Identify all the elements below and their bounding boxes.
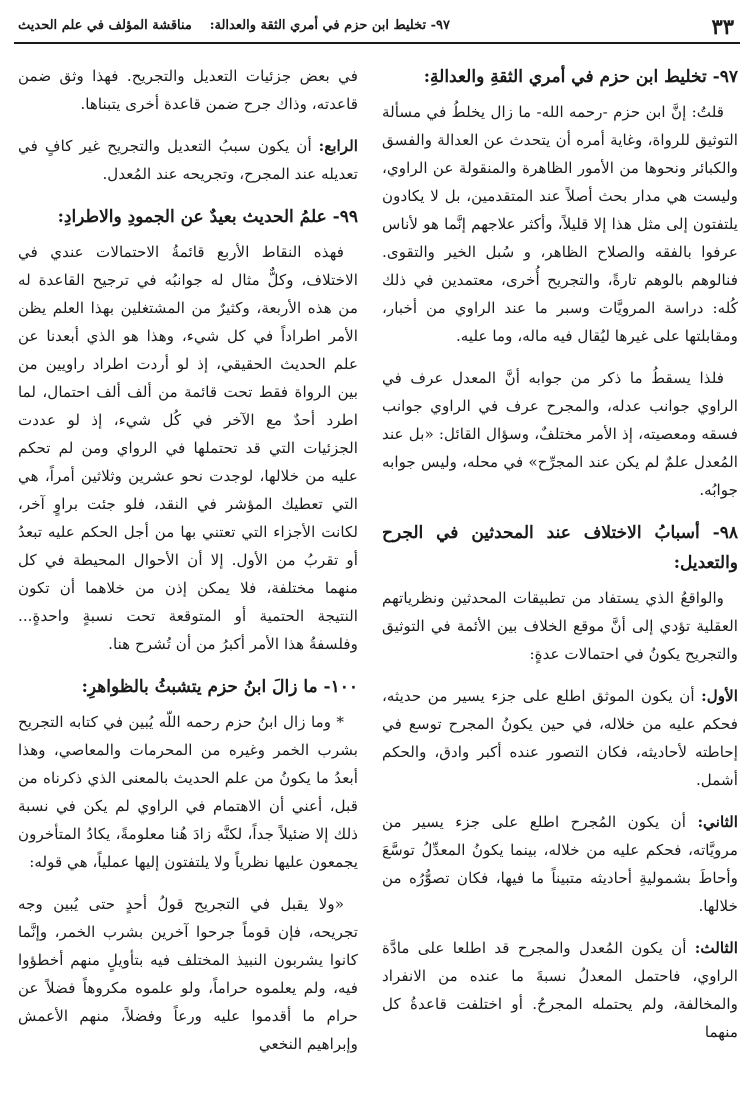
right-column — [382, 62, 738, 1096]
paragraph: * وما زال ابنُ حزم رحمه اللّه يُبين في كتابه التجريح بشرب الخمر وغيره من المحرمات والمعاصي، وهذا أبعدُ ما يكونُ من علم الحديث بالمعنى الذي ذكرناه من قبل، أعني أن الاهتمام في الراوي لم يكن في نسبة ذلك إلا ضئيلاً جداً، لكنَّه زادَ هُنا معلومةً، يكادُ المتأخرون يجمعون عليها نظرياً ولا يلتفتون إليها عملياً، هي قوله: — [18, 713, 358, 871]
reason-text: أن يكون الموثق اطلع على جزء يسير من حديثه، فحكم عليه من خلاله، في حين يكونُ المجرح توسع في إحاطته لأحاديثه، فكان التصور عنده أكبر وادق، والحكم أشمل. — [382, 687, 738, 789]
paragraph: في بعض جزئيات التعديل والتجريح. فهذا وثق ضمن قاعدته، وذاك جرح ضمن قاعدة أخرى يتبناها. — [18, 67, 358, 113]
reason-text: أن يكون المُجرح اطلع على جزء يسير من مرويَّاته، فحكم عليه من خلاله، بينما يكونُ المعدِّلُ توسَّعَ وأحاطَ بشموليةِ أحاديثه متبيناً ما فيها، فكان تصوُّرُه من خلالها. — [382, 813, 738, 915]
heading-97: ٩٧- تخليط ابن حزم في أمري الثقةِ والعدالةِ: — [423, 67, 738, 87]
paragraph-third-reason — [382, 934, 738, 1046]
left-column — [18, 62, 358, 1096]
reason-label: الثالث: — [694, 939, 738, 957]
paragraph: والواقعُ الذي يستفاد من تطبيقات المحدثين ونظرياتهم العقلية تؤدي إلى أنَّ موقع الخلاف بين الأئمة في التوثيق والتجريح يكونُ في احتمالات عدةٍ: — [382, 589, 738, 663]
heading-100: ١٠٠- ما زالَ ابنُ حزم يتشبثُ بالظواهرِ: — [81, 677, 358, 697]
paragraph: قلتُ: إنَّ ابن حزم -رحمه الله- ما زال يخلطُ في مسألة التوثيق للرواة، وغاية أمره أن يتحدث عن العدالة والفسق والكبائر ونحوها من الأمور الظاهرة والمنقولة عن الراوي، وليست هي مدار بحث أصلاً عند المتقدمين، بل لا يكادون يلتفتون إلى مثل هذا إلا قليلاً، وأكثر علاجهم إنَّما هو لأناس عرفوا بالفقه والصلاح الظاهر، و سُبل الخير والتقوى. فنالوهم بالوهم تارةً، والتجريح أُخرى، معتمدين في ذلك كُله: دراسة المرويَّات وسبر ما عند الراوي من أخبار، ومقابلتها على غيرها ليُقال فيه ماله، وما عليه. — [382, 103, 738, 345]
heading-99: ٩٩- علمُ الحديث بعيدٌ عن الجمودِ والاطرادِ: — [57, 207, 358, 227]
quote-paragraph: «ولا يقبل في التجريح قولُ أحدٍ حتى يُبين وجه تجريحه، فإن قوماً جرحوا آخرين بشرب الخمر، وإنَّما كانوا يشربون النبيذ المختلف فيه بتأويلٍ منهم أخطؤوا فيه، ولم يعلموه حراماً، ولو علموه مكروهاً فضلاً عن حرام ما أقدموا عليه ورعاً وفضلاً، منهم الأعمش وإبراهيم النخعي — [18, 895, 358, 1053]
paragraph-fourth-reason — [18, 132, 358, 188]
paragraph-second-reason — [382, 808, 738, 920]
reason-label: الثاني: — [697, 813, 738, 831]
running-book-title: مناقشة المؤلف في علم الحديث — [18, 18, 192, 33]
paragraph: فهذه النقاط الأربع قائمةُ الاحتمالات عندي في الاختلاف، وكلٌّ مثال له جوانبُه في ترجيح القاعدة له من هذه الأربعة، وكثيرٌ من المشتغلين بهذا العلم يظن الأمر اطراداً في كل شيء، وهذا هو الذي أبعدنا عن علم الحديث الحقيقي، إذ لو أردت اطراد راويين من بين الرواة فقط تحت قائمة من ألف ألف احتمال، لما اطرد أحدٌ مع الآخر في كُل شيء، إذ لو عددت الجزئيات التي قد تحتملها في الرواي ومن لم تحكم عليه من خلالها، لوجدت نحو عشرين وثلاثين أمراً، هي التي تعطيك المؤشر في النقد، فلو جئت براوٍ آخر، لكانت الأجزاء التي تعتني بها من أجل الحكم عليه تبعدُ أو تقربُ من الأول. إلا أن الأحوال المحيطة في كل منهما مختلفة، فلا يمكن إذن من خلاهما أن تكون النتيجة الحتمية أو المتوقعة تحت نسبةٍ واحدةٍ... وفلسفةُ هذا الأمر أكبرُ من أن تُشرح هنا. — [18, 243, 358, 653]
reason-text: أن يكون سببُ التعديل والتجريح غير كافٍ في تعديله عند المجرح، وتجريحه عند المُعدل. — [18, 137, 358, 183]
reason-label: الأول: — [701, 687, 738, 705]
heading-98: ٩٨- أسبابُ الاختلاف عند المحدثين في الجرح والتعديل: — [382, 523, 738, 573]
running-section-title: ٩٧- تخليط ابن حزم في أمري الثقة والعدالة: — [209, 18, 450, 33]
reason-text: أن يكون المُعدل والمجرح قد اطلعا على مادَّة الراوي، فاحتمل المعدلُ نسبةَ ما عنده من الانفراد والمخالفة، ولم يحتمله المجرحُ. أو اختلفت قاعدةُ كل منهما — [382, 939, 738, 1041]
paragraph-first-reason — [382, 682, 738, 794]
paragraph: فلذا يسقطُ ما ذكر من جوابه أنَّ المعدل عرف في الراوي جوانب عدله، والمجرح عرف في الراوي جوانب فسقه ومعصيته، إذ الأمر مختلفٌ، وسؤال القائل: «بل عند المُعدل علمٌ لم يكن عند المجرِّح» في محله، وليس جوابه جوابُه. — [382, 369, 738, 499]
page-number: ٣٣ — [711, 14, 734, 39]
reason-label: الرابع: — [318, 137, 358, 155]
page-header — [14, 8, 740, 44]
